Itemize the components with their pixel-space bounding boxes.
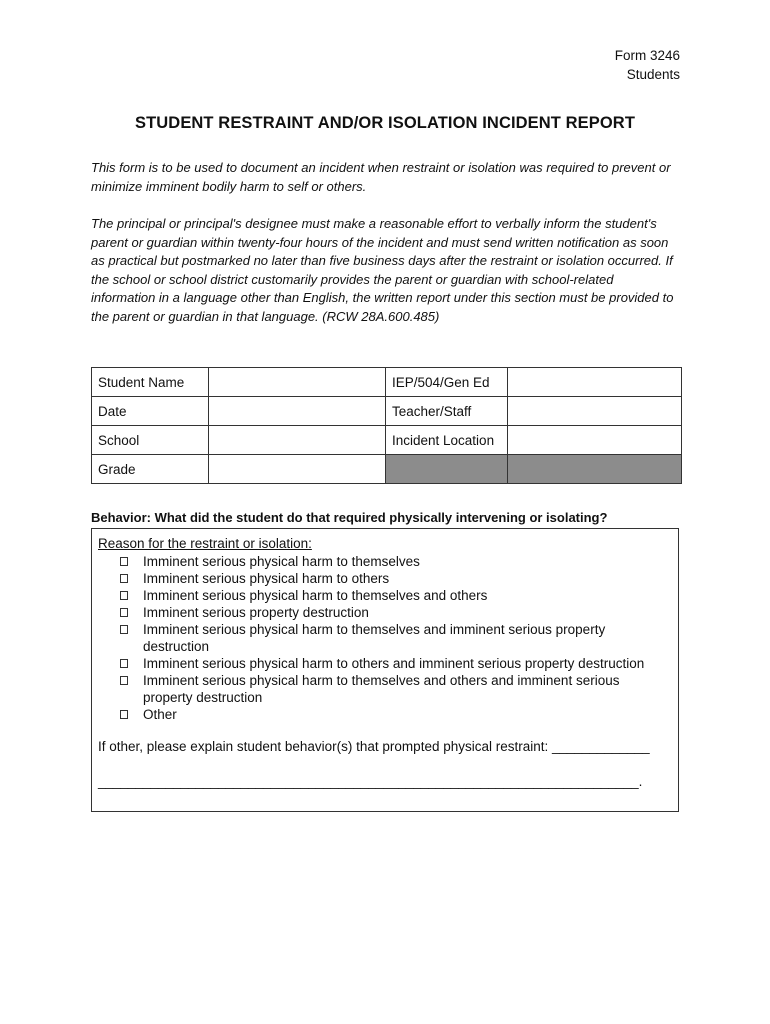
reason-options	[118, 553, 658, 723]
option-label: Imminent serious physical harm to themselves and others	[143, 588, 488, 603]
school-label: School	[92, 426, 209, 455]
list-item	[118, 604, 658, 621]
student-name-label: Student Name	[92, 368, 209, 397]
table-row	[92, 426, 682, 455]
checkbox[interactable]	[120, 574, 128, 583]
option-label: Imminent serious physical harm to others and imminent serious property destruction	[143, 656, 645, 671]
list-item	[118, 553, 658, 570]
list-item	[118, 655, 658, 672]
location-field[interactable]	[508, 426, 682, 455]
table-row	[92, 397, 682, 426]
reason-title: Reason for the restraint or isolation:	[98, 536, 312, 551]
list-item	[118, 621, 658, 655]
school-field[interactable]	[209, 426, 386, 455]
list-item	[118, 587, 658, 604]
behavior-question: Behavior: What did the student do that required physically intervening or isolating?	[91, 510, 608, 525]
shaded-cell	[386, 455, 508, 484]
checkbox[interactable]	[120, 557, 128, 566]
teacher-label: Teacher/Staff	[386, 397, 508, 426]
other-explain-line[interactable]: ________________________________________________________________________.	[98, 774, 643, 789]
grade-label: Grade	[92, 455, 209, 484]
iep-field[interactable]	[508, 368, 682, 397]
form-number: Form 3246	[614, 48, 680, 63]
intro-paragraph: This form is to be used to document an incident when restraint or isolation was required to prevent or minimize imminent bodily harm to self or others.	[91, 160, 671, 194]
option-label: Imminent serious physical harm to themselves	[143, 554, 420, 569]
list-item	[118, 706, 658, 723]
option-label: Other	[143, 707, 177, 722]
form-category: Students	[626, 67, 680, 82]
option-label: Imminent serious physical harm to others	[143, 571, 390, 586]
shaded-cell	[508, 455, 682, 484]
notice-paragraph: The principal or principal's designee must make a reasonable effort to verbally inform the student's parent or guardian within twenty-four hours of the incident and must send written notification as soon as practical but postmarked no later than five business days after the restraint or isolation occurred. If the school or school district customarily provides the parent or guardian with school-related information in a language other than English, the written report under this section must be provided to the parent or guardian in that language. (RCW 28A.600.485)	[91, 216, 674, 324]
checkbox[interactable]	[120, 591, 128, 600]
form-header	[615, 46, 680, 84]
checkbox[interactable]	[120, 625, 128, 634]
student-name-field[interactable]	[209, 368, 386, 397]
option-label: Imminent serious property destruction	[143, 605, 369, 620]
checkbox[interactable]	[120, 659, 128, 668]
other-explain-prompt[interactable]: If other, please explain student behavior(s) that prompted physical restraint: _____________	[98, 739, 650, 754]
teacher-field[interactable]	[508, 397, 682, 426]
checkbox[interactable]	[120, 676, 128, 685]
reason-box	[91, 528, 679, 812]
table-row	[92, 455, 682, 484]
checkbox[interactable]	[120, 608, 128, 617]
location-label: Incident Location	[386, 426, 508, 455]
option-label: Imminent serious physical harm to themselves and imminent serious property destruction	[143, 622, 606, 654]
grade-field[interactable]	[209, 455, 386, 484]
table-row	[92, 368, 682, 397]
option-label: Imminent serious physical harm to themselves and others and imminent serious property destruction	[143, 673, 620, 705]
date-field[interactable]	[209, 397, 386, 426]
iep-label: IEP/504/Gen Ed	[386, 368, 508, 397]
date-label: Date	[92, 397, 209, 426]
checkbox[interactable]	[120, 710, 128, 719]
list-item	[118, 570, 658, 587]
page-title: STUDENT RESTRAINT AND/OR ISOLATION INCIDENT REPORT	[135, 114, 635, 132]
student-info-table	[91, 367, 682, 484]
list-item	[118, 672, 658, 706]
